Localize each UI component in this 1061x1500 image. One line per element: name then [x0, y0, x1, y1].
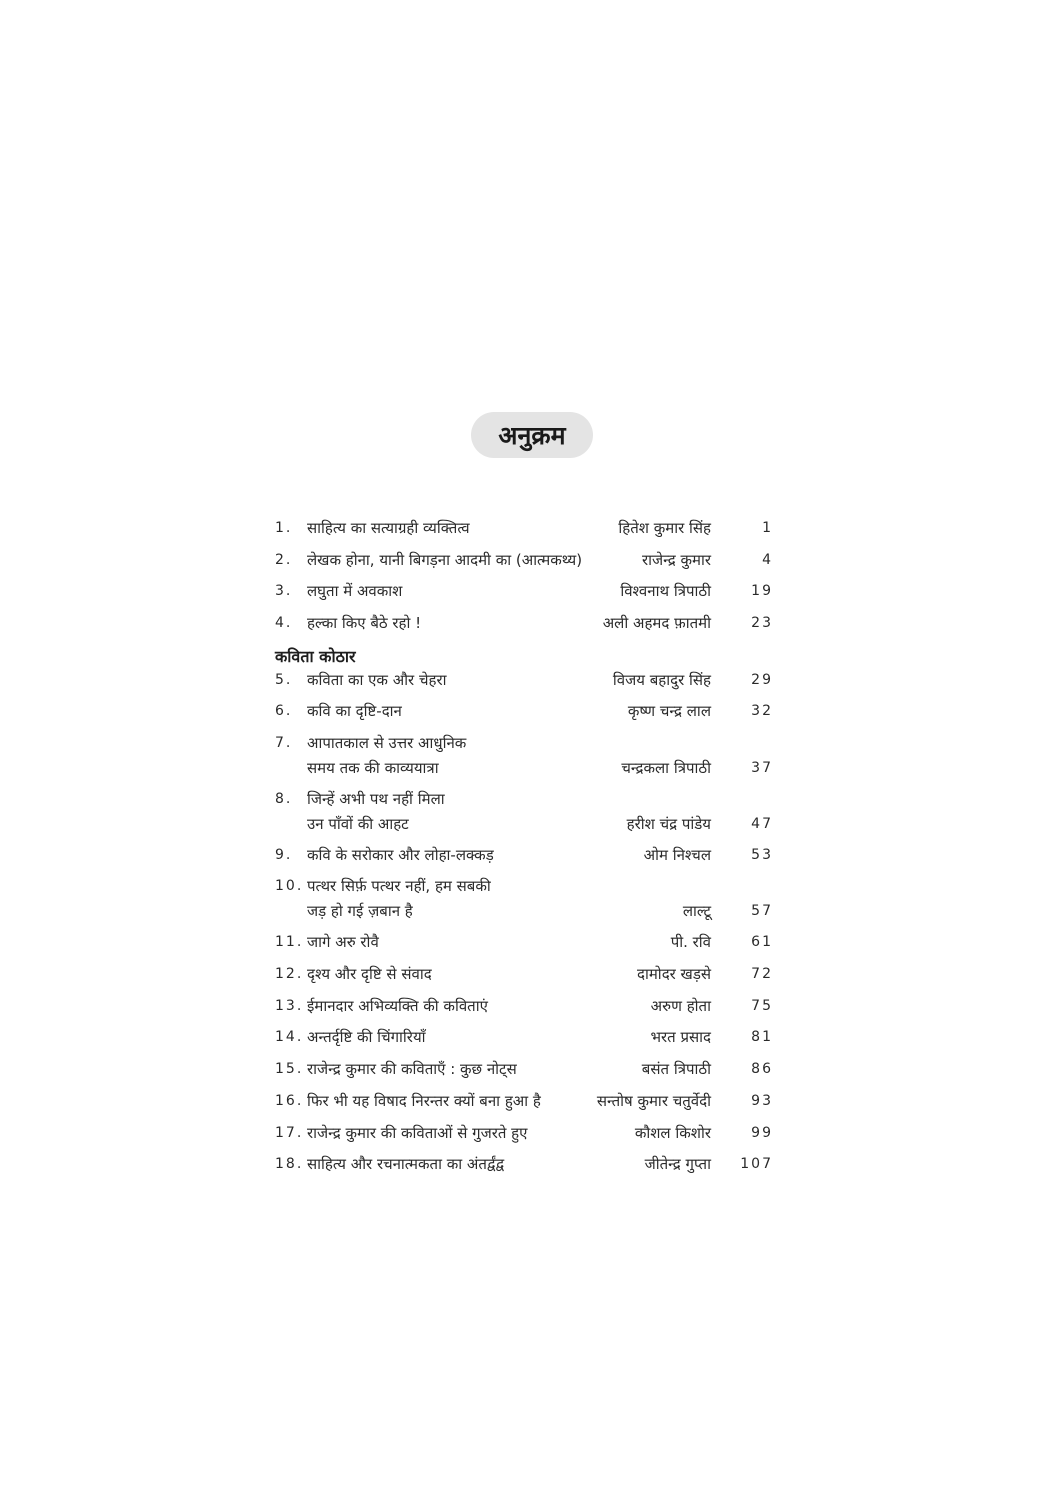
entry-author: हितेश कुमार सिंह	[618, 519, 711, 537]
entry-page-number: 93	[751, 1093, 773, 1109]
entry-title: कवि का दृष्टि-दान	[307, 702, 402, 720]
entry-title: साहित्य का सत्याग्रही व्यक्तित्व	[307, 519, 470, 537]
entry-author: कौशल किशोर	[634, 1124, 711, 1142]
entry-title: ईमानदार अभिव्यक्ति की कविताएं	[307, 997, 488, 1015]
entry-number: 11.	[275, 934, 304, 950]
entry-number: 8.	[275, 791, 293, 807]
entry-number: 7.	[275, 735, 293, 751]
entry-number: 6.	[275, 703, 293, 719]
entry-title: फिर भी यह विषाद निरन्तर क्यों बना हुआ है	[307, 1092, 541, 1110]
entry-author: सन्तोष कुमार चतुर्वेदी	[596, 1092, 711, 1110]
entry-author: अली अहमद फ़ातमी	[602, 614, 711, 632]
entry-author: ओम निश्चल	[643, 846, 711, 864]
entry-number: 3.	[275, 583, 293, 599]
entry-page-number: 72	[751, 966, 773, 982]
entry-title: कविता का एक और चेहरा	[307, 671, 447, 689]
entry-page-number: 47	[751, 816, 773, 832]
entry-title: राजेन्द्र कुमार की कविताएँ : कुछ नोट्स	[307, 1060, 517, 1078]
entry-author: लाल्टू	[682, 902, 711, 920]
entry-number: 15.	[275, 1061, 304, 1077]
entry-page-number: 57	[751, 903, 773, 919]
entry-number: 12.	[275, 966, 304, 982]
entry-title-continued: जड़ हो गई ज़बान है	[307, 902, 413, 920]
entry-number: 17.	[275, 1125, 304, 1141]
entry-title: जागे अरु रोवै	[307, 933, 379, 951]
entry-title: साहित्य और रचनात्मकता का अंतर्द्वंद्व	[307, 1155, 505, 1173]
entry-number: 16.	[275, 1093, 304, 1109]
page-title: अनुक्रम	[471, 412, 593, 458]
entry-page-number: 1	[762, 520, 773, 536]
entry-number: 13.	[275, 998, 304, 1014]
entry-number: 10.	[275, 878, 304, 894]
entry-author: बसंत त्रिपाठी	[641, 1060, 711, 1078]
entry-page-number: 81	[751, 1029, 773, 1045]
entry-number: 4.	[275, 615, 293, 631]
entry-title-continued: समय तक की काव्ययात्रा	[307, 759, 439, 777]
entry-number: 9.	[275, 847, 293, 863]
entry-title: अन्तर्दृष्टि की चिंगारियाँ	[307, 1028, 426, 1046]
entry-page-number: 53	[751, 847, 773, 863]
entry-title: पत्थर सिर्फ़ पत्थर नहीं, हम सबकी	[307, 877, 491, 895]
entry-page-number: 37	[751, 760, 773, 776]
entry-page-number: 19	[751, 583, 773, 599]
entry-author: विजय बहादुर सिंह	[612, 671, 711, 689]
entry-author: विश्वनाथ त्रिपाठी	[620, 582, 711, 600]
entry-number: 18.	[275, 1156, 304, 1172]
entry-title-continued: उन पाँवों की आहट	[307, 815, 409, 833]
entry-page-number: 23	[751, 615, 773, 631]
entry-page-number: 61	[751, 934, 773, 950]
entry-author: जीतेन्द्र गुप्ता	[644, 1155, 711, 1173]
entry-author: राजेन्द्र कुमार	[641, 551, 711, 569]
section-heading-poetry: कविता कोठार	[275, 647, 356, 666]
entry-author: हरीश चंद्र पांडेय	[626, 815, 711, 833]
entry-title: आपातकाल से उत्तर आधुनिक	[307, 734, 467, 752]
entry-page-number: 99	[751, 1125, 773, 1141]
entry-author: भरत प्रसाद	[650, 1028, 711, 1046]
entry-author: पी. रवि	[670, 933, 711, 951]
entry-author: चन्द्रकला त्रिपाठी	[621, 759, 711, 777]
entry-title: लेखक होना, यानी बिगड़ना आदमी का (आत्मकथ्य)	[307, 551, 583, 569]
entry-number: 1.	[275, 520, 293, 536]
entry-page-number: 32	[751, 703, 773, 719]
entry-title: हल्का किए बैठे रहो !	[307, 614, 422, 632]
entry-page-number: 4	[762, 552, 773, 568]
entry-author: अरुण होता	[650, 997, 711, 1015]
entry-page-number: 86	[751, 1061, 773, 1077]
entry-page-number: 29	[751, 672, 773, 688]
entry-number: 5.	[275, 672, 293, 688]
entry-title: लघुता में अवकाश	[307, 582, 403, 600]
entry-number: 2.	[275, 552, 293, 568]
entry-title: राजेन्द्र कुमार की कविताओं से गुजरते हुए	[307, 1124, 528, 1142]
entry-title: दृश्य और दृष्टि से संवाद	[307, 965, 432, 983]
entry-title: जिन्हें अभी पथ नहीं मिला	[307, 790, 445, 808]
entry-number: 14.	[275, 1029, 304, 1045]
entry-author: कृष्ण चन्द्र लाल	[627, 702, 711, 720]
entry-author: दामोदर खड़से	[636, 965, 711, 983]
entry-page-number: 75	[751, 998, 773, 1014]
entry-page-number: 107	[740, 1156, 773, 1172]
entry-title: कवि के सरोकार और लोहा-लक्कड़	[307, 846, 494, 864]
